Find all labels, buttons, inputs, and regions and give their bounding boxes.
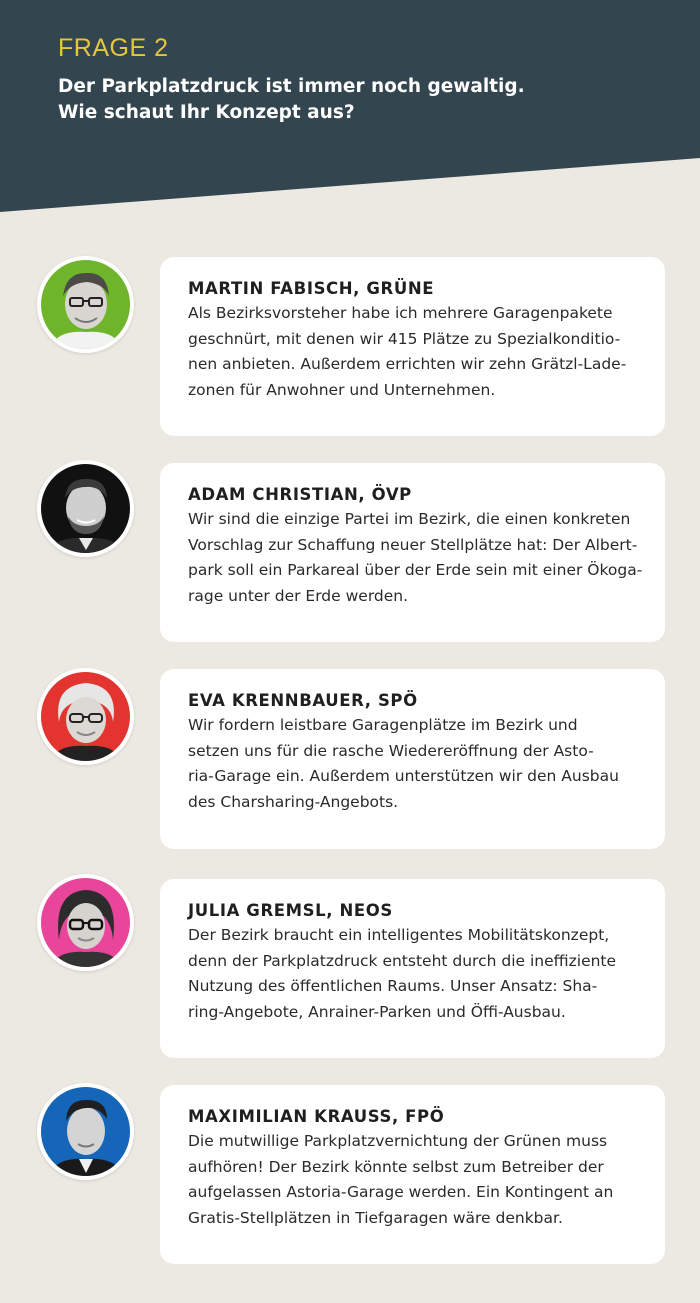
answer-line: ria-Garage ein. Außerdem unterstützen wir den Ausbau	[188, 767, 619, 785]
answer-line: aufhören! Der Bezirk könnte selbst zum Betreiber der	[188, 1157, 604, 1176]
candidate-avatar	[37, 668, 134, 765]
answer-card	[160, 463, 665, 642]
answer-line: Vorschlag zur Schaffung neuer Stellplätze hat: Der Albert-	[188, 535, 638, 554]
answer-card	[160, 1085, 665, 1264]
answer-line: geschnürt, mit denen wir 415 Plätze zu Spezialkonditio-	[188, 329, 621, 348]
candidate-name: JULIA GREMSL, NEOS	[188, 901, 393, 920]
answer-line: Gratis-Stellplätzen in Tiefgaragen wäre denkbar.	[188, 1208, 563, 1227]
candidate-avatar	[37, 460, 134, 557]
candidate-name: EVA KRENNBAUER, SPÖ	[188, 691, 418, 710]
answer-line: denn der Parkplatzdruck entsteht durch die ineffiziente	[188, 951, 617, 970]
answer-line: Nutzung des öffentlichen Raums. Unser Ansatz: Sha-	[188, 977, 598, 995]
answer-text	[188, 1129, 647, 1231]
answer-line: ring-Angebote, Anrainer-Parken und Öffi-Ausbau.	[188, 1002, 566, 1021]
answer-line: aufgelassen Astoria-Garage werden. Ein Kontingent an	[188, 1183, 614, 1201]
question-label: FRAGE 2	[58, 34, 169, 62]
question-line: Wie schaut Ihr Konzept aus?	[58, 102, 355, 123]
portrait-icon	[41, 672, 130, 761]
portrait-icon	[41, 878, 130, 967]
answer-text	[188, 301, 647, 403]
answer-line: Der Bezirk braucht ein intelligentes Mobilitätskonzept,	[188, 926, 610, 944]
candidate-avatar	[37, 256, 134, 353]
answer-text	[188, 507, 647, 609]
answer-card	[160, 669, 665, 849]
answer-line: nen anbieten. Außerdem errichten wir zehn Grätzl-Lade-	[188, 355, 627, 373]
candidate-name: ADAM CHRISTIAN, ÖVP	[188, 485, 412, 504]
answer-text	[188, 713, 647, 815]
answer-line: Als Bezirksvorsteher habe ich mehrere Garagenpakete	[188, 304, 613, 322]
answer-line: Wir sind die einzige Partei im Bezirk, die einen konkreten	[188, 510, 631, 528]
candidate-avatar	[37, 874, 134, 971]
question-title	[58, 74, 658, 126]
answer-line: Die mutwillige Parkplatzvernichtung der Grünen muss	[188, 1132, 608, 1150]
candidate-name: MAXIMILIAN KRAUSS, FPÖ	[188, 1107, 445, 1126]
answer-line: setzen uns für die rasche Wiedereröffnung der Asto-	[188, 741, 594, 760]
question-line: Der Parkplatzdruck ist immer noch gewaltig.	[58, 76, 525, 97]
candidate-avatar	[37, 1083, 134, 1180]
portrait-icon	[41, 260, 130, 349]
answer-card	[160, 257, 665, 436]
answer-card	[160, 879, 665, 1058]
portrait-icon	[41, 464, 130, 553]
answer-line: park soll ein Parkareal über der Erde sein mit einer Ökoga-	[188, 561, 643, 579]
answer-line: zonen für Anwohner und Unternehmen.	[188, 380, 496, 399]
answer-text	[188, 923, 647, 1025]
answer-line: rage unter der Erde werden.	[188, 586, 409, 605]
answer-line: des Charsharing-Angebots.	[188, 792, 399, 811]
answer-line: Wir fordern leistbare Garagenplätze im Bezirk und	[188, 716, 578, 734]
portrait-icon	[41, 1087, 130, 1176]
candidate-name: MARTIN FABISCH, GRÜNE	[188, 279, 435, 298]
